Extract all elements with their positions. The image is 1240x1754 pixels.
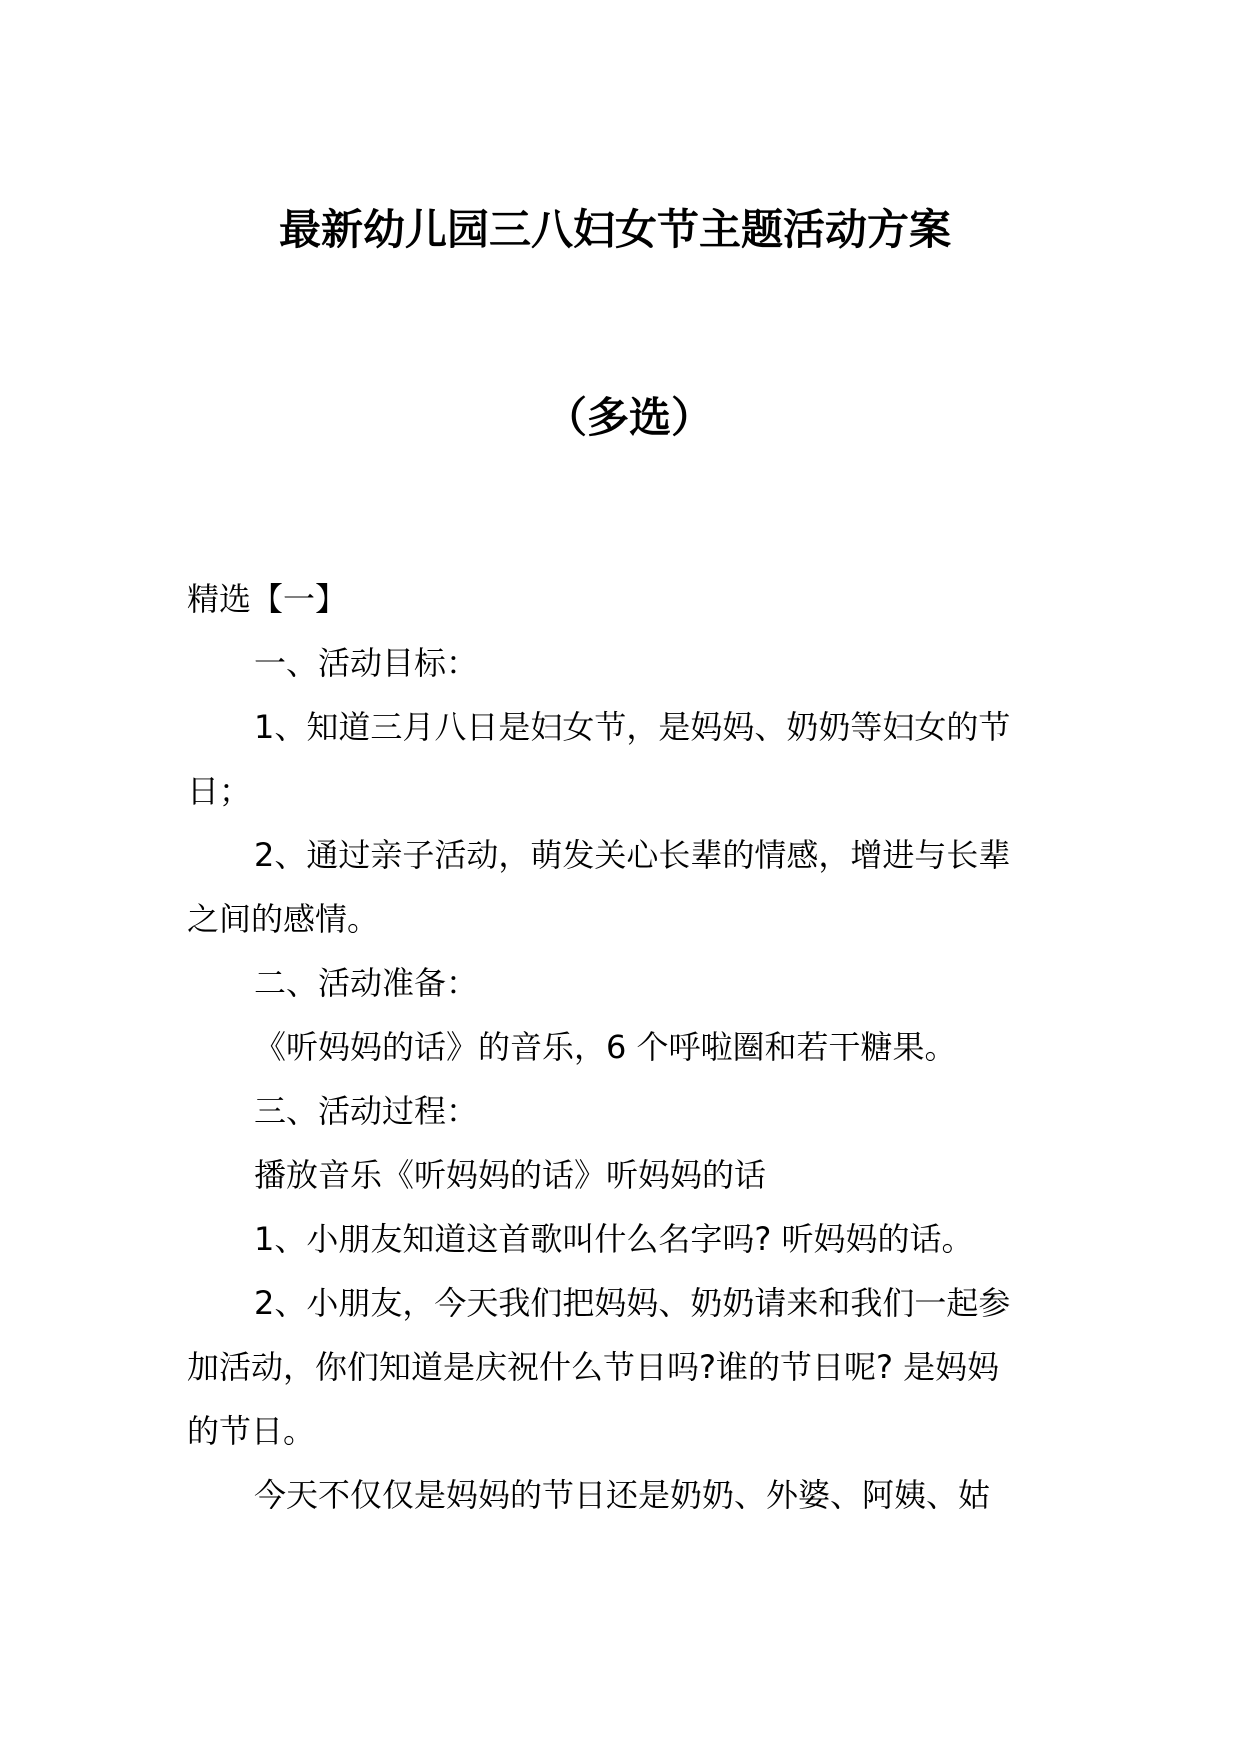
paragraph-line: 2、通过亲子活动，萌发关心长辈的情感，增进与长辈: [254, 836, 1011, 874]
document-title: 最新幼儿园三八妇女节主题活动方案: [278, 205, 951, 254]
section-heading: 精选【一】: [187, 580, 348, 618]
paragraph-line: 播放音乐《听妈妈的话》听妈妈的话: [254, 1156, 767, 1194]
paragraph-line: 2、小朋友，今天我们把妈妈、奶奶请来和我们一起参: [254, 1284, 1011, 1322]
paragraph-line: 加活动，你们知道是庆祝什么节日吗?谁的节日呢? 是妈妈: [187, 1348, 1000, 1386]
paragraph-line: 二、活动准备：: [254, 964, 479, 1002]
paragraph-line: 日；: [187, 772, 252, 810]
paragraph-line: 三、活动过程：: [254, 1092, 479, 1130]
paragraph-line: 的节日。: [187, 1412, 316, 1450]
document-body: [187, 0, 1055, 1754]
document-subtitle: （多选）: [544, 393, 713, 442]
paragraph-line: 今天不仅仅是妈妈的节日还是奶奶、外婆、阿姨、姑: [254, 1476, 991, 1514]
paragraph-line: 《听妈妈的话》的音乐，6 个呼啦圈和若干糖果。: [254, 1028, 957, 1066]
paragraph-line: 1、小朋友知道这首歌叫什么名字吗? 听妈妈的话。: [254, 1220, 974, 1258]
paragraph-line: 之间的感情。: [187, 900, 380, 938]
paragraph-line: 1、知道三月八日是妇女节，是妈妈、奶奶等妇女的节: [254, 708, 1011, 746]
paragraph-line: 一、活动目标：: [254, 644, 479, 682]
